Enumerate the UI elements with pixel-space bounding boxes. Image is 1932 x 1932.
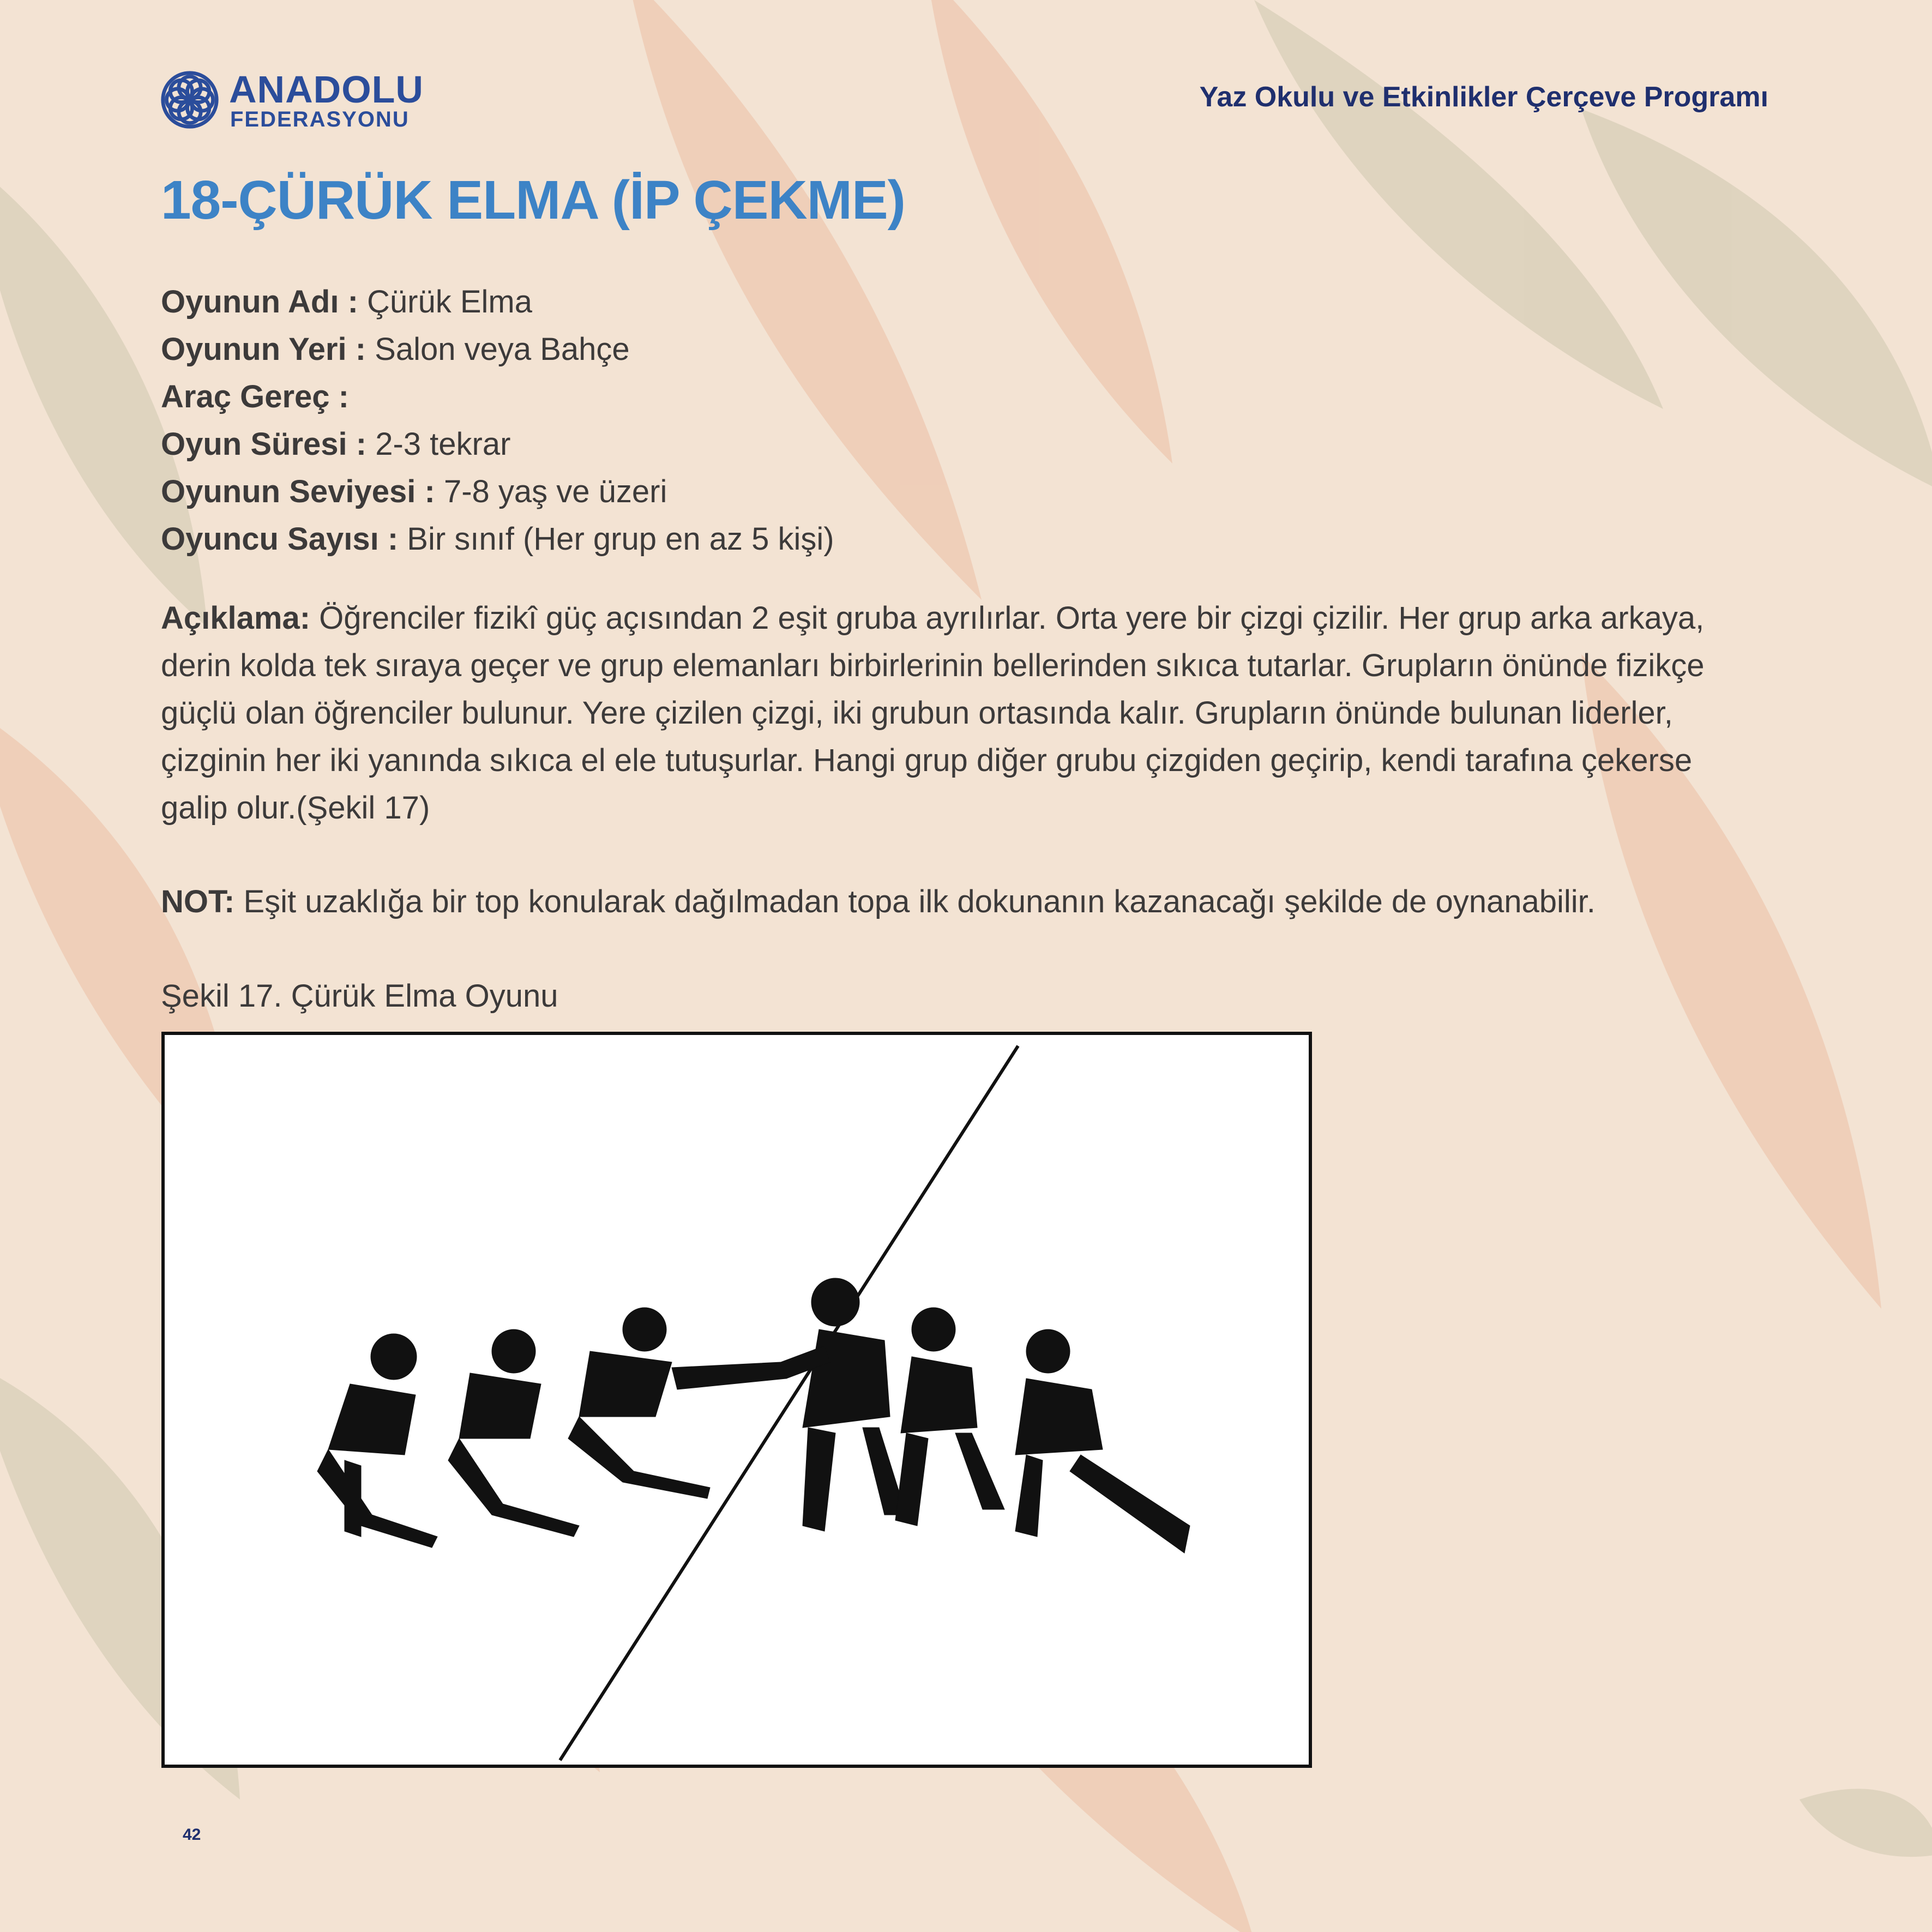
description bbox=[161, 594, 1775, 832]
info-label: Oyuncu Sayısı : bbox=[161, 521, 399, 557]
info-label: Oyun Süresi : bbox=[161, 426, 367, 462]
description-line: güçlü olan öğrenciler bulunur. Yere çizilen çizgi, iki grubun ortasında kalır. Grupların önünde bulunan liderler, bbox=[161, 695, 1673, 731]
info-value: Çürük Elma bbox=[358, 284, 532, 320]
tug-of-war-illustration bbox=[165, 1035, 1309, 1765]
info-value: 7-8 yaş ve üzeri bbox=[435, 474, 667, 509]
info-row-level bbox=[161, 468, 834, 515]
game-info bbox=[161, 278, 834, 563]
info-row-equipment bbox=[161, 373, 834, 420]
note-text: Eşit uzaklığa bir top konularak dağılmadan topa ilk dokunanın kazanacağı şekilde de oynanabilir. bbox=[234, 884, 1596, 919]
logo-subtitle: FEDERASYONU bbox=[230, 107, 410, 131]
description-line: derin kolda tek sıraya geçer ve grup elemanları birbirlerinin bellerinden sıkıca tutarlar. Grupların önünde fizikçe bbox=[161, 648, 1705, 683]
program-title: Yaz Okulu ve Etkinlikler Çerçeve Programı bbox=[1199, 81, 1768, 113]
right-team-figures bbox=[781, 1278, 1190, 1553]
info-value: Bir sınıf (Her grup en az 5 kişi) bbox=[398, 521, 834, 557]
info-label: Oyunun Yeri : bbox=[161, 332, 366, 367]
page-number: 42 bbox=[183, 1826, 201, 1844]
info-label: Oyunun Adı : bbox=[161, 284, 358, 320]
note-label: NOT: bbox=[161, 884, 235, 919]
info-row-name bbox=[161, 278, 834, 326]
page-title: 18-ÇÜRÜK ELMA (İP ÇEKME) bbox=[161, 170, 905, 231]
left-team-figures bbox=[317, 1308, 786, 1548]
info-value: 2-3 tekrar bbox=[366, 426, 511, 462]
description-label: Açıklama: bbox=[161, 600, 311, 636]
logo-mark-icon bbox=[159, 69, 220, 130]
info-row-place bbox=[161, 326, 834, 373]
description-line: galip olur.(Şekil 17) bbox=[161, 790, 430, 826]
description-line: çizginin her iki yanında sıkıca el ele tutuşurlar. Hangi grup diğer grubu çizgiden geçirip, kendi tarafına çekerse bbox=[161, 743, 1693, 778]
logo-name: ANADOLU bbox=[229, 68, 424, 111]
note bbox=[161, 878, 1596, 925]
description-text: Öğrenciler fizikî güç açısından 2 eşit gruba ayrılırlar. Orta yere bir çizgi çizilir. Her grup arka arkaya, bbox=[310, 600, 1705, 636]
info-label: Oyunun Seviyesi : bbox=[161, 474, 435, 509]
logo bbox=[159, 68, 424, 134]
info-label: Araç Gereç : bbox=[161, 379, 349, 414]
description-line bbox=[161, 594, 1775, 642]
info-row-duration bbox=[161, 420, 834, 468]
info-value: Salon veya Bahçe bbox=[366, 332, 630, 367]
info-row-players bbox=[161, 515, 834, 563]
figure-tug-of-war bbox=[161, 1032, 1312, 1768]
figure-caption: Şekil 17. Çürük Elma Oyunu bbox=[161, 978, 558, 1014]
